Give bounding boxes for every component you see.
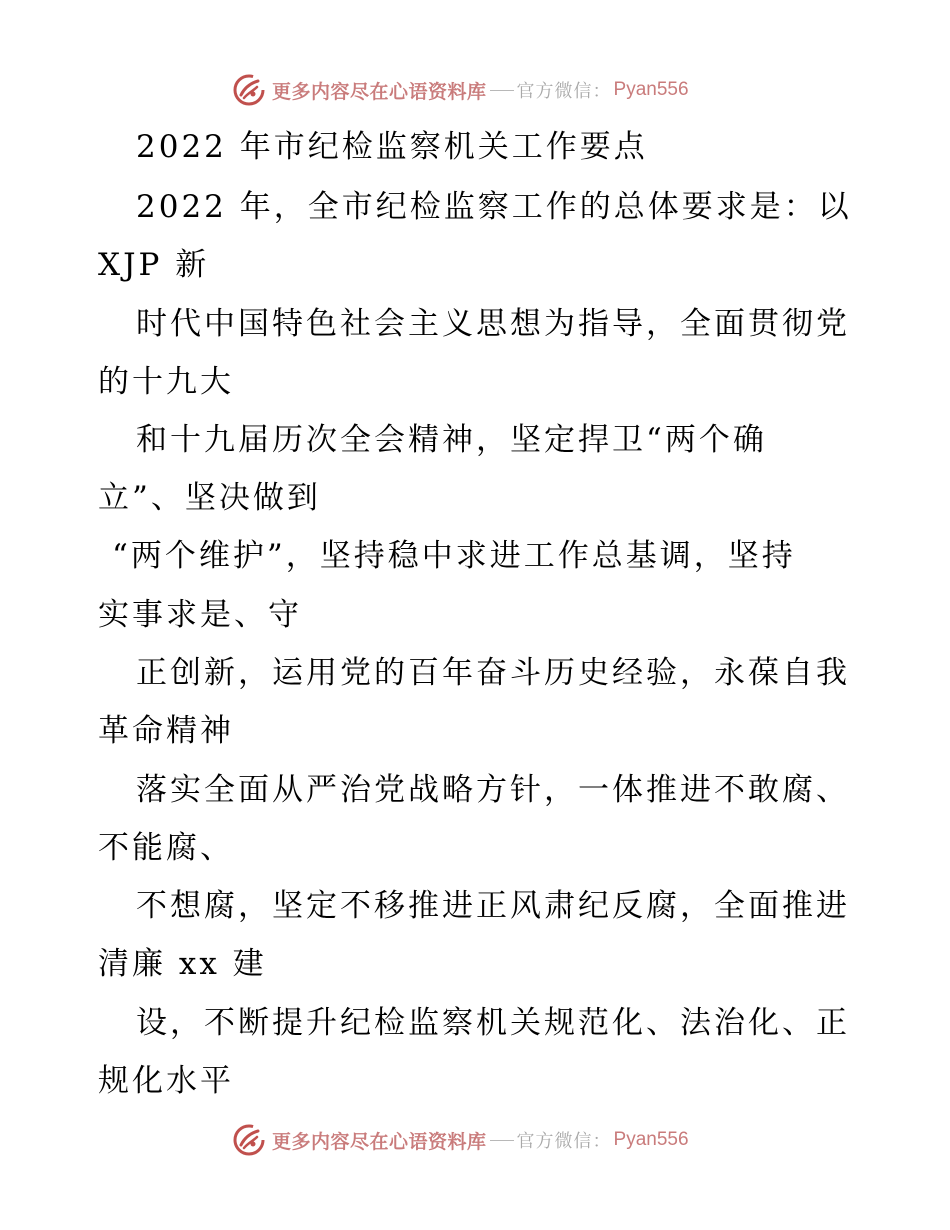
paragraph-line: 革命精神	[98, 713, 234, 749]
paragraph-line: 清廉 xx 建	[98, 946, 267, 982]
header-banner	[232, 70, 689, 110]
paragraph-line: 和十九届历次全会精神，坚定捍卫“两个确	[136, 422, 767, 458]
paragraph-line: XJP 新	[98, 247, 210, 283]
paragraph-line: 2022 年，全市纪检监察工作的总体要求是：以	[136, 189, 852, 225]
paragraph-line: 设，不断提升纪检监察机关规范化、法治化、正	[136, 1005, 850, 1041]
paragraph-line: 的十九大	[98, 364, 234, 400]
paragraph-line: 时代中国特色社会主义思想为指导，全面贯彻党	[136, 306, 850, 342]
red-brush-seal-icon	[232, 1123, 266, 1157]
banner-dash-divider	[490, 90, 514, 91]
banner-main-text: 更多内容尽在心语资料库	[272, 1130, 487, 1153]
footer-banner	[232, 1120, 689, 1160]
paragraph-line: 正创新，运用党的百年奋斗历史经验，永葆自我	[136, 655, 850, 691]
paragraph-line: 不想腐，坚定不移推进正风肃纪反腐，全面推进	[136, 888, 850, 924]
banner-main-text: 更多内容尽在心语资料库	[272, 80, 487, 103]
banner-dash-divider	[490, 1140, 514, 1141]
banner-wechat-account: Pyan556	[613, 79, 689, 100]
paragraph-line: 立”、坚决做到	[98, 480, 321, 516]
paragraph-line: 规化水平	[98, 1063, 234, 1099]
red-brush-seal-icon	[232, 73, 266, 107]
banner-wechat-account: Pyan556	[613, 1129, 689, 1150]
paragraph-line: 不能腐、	[98, 830, 234, 866]
paragraph-line: 实事求是、守	[98, 597, 302, 633]
paragraph-line: 落实全面从严治党战略方针，一体推进不敢腐、	[136, 772, 850, 808]
banner-wechat-label: 官方微信：	[516, 81, 612, 102]
document-title: 2022 年市纪检监察机关工作要点	[136, 129, 648, 165]
paragraph-line: “两个维护”，坚持稳中求进工作总基调，坚持	[112, 538, 796, 574]
banner-wechat-label: 官方微信：	[516, 1131, 612, 1152]
